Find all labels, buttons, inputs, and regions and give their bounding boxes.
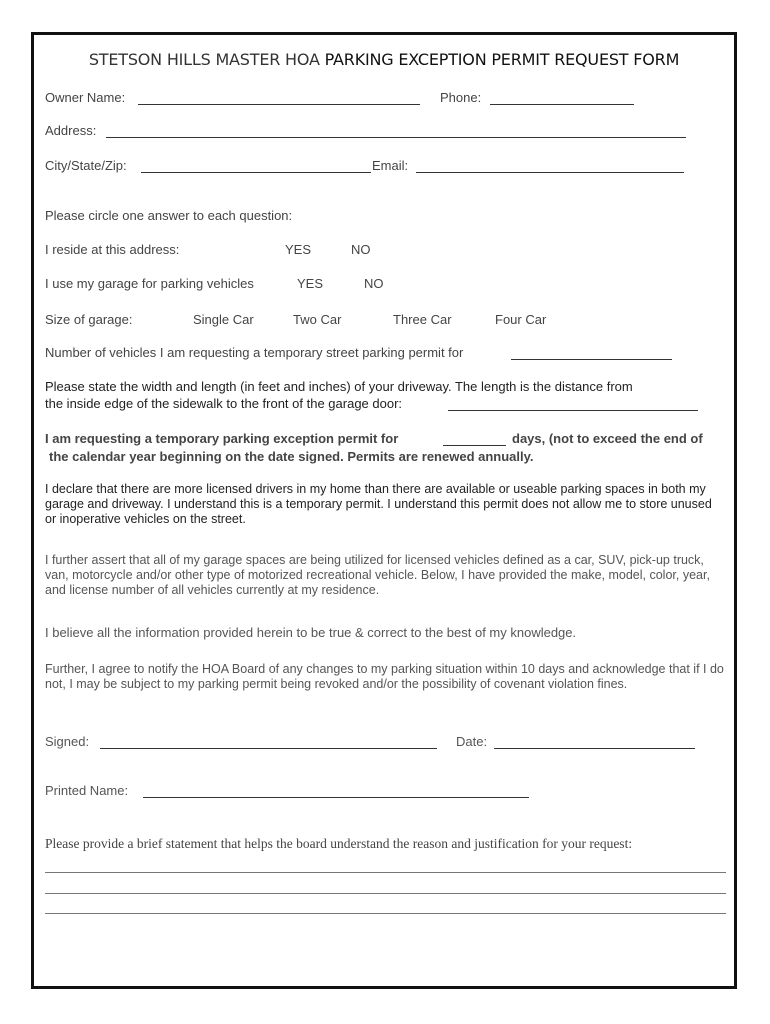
garage-use-question: I use my garage for parking vehicles [45,276,254,291]
statement-line-2[interactable] [45,893,726,894]
garage-option-single[interactable]: Single Car [193,312,254,327]
phone-field[interactable] [490,104,634,105]
garage-option-three[interactable]: Three Car [393,312,452,327]
city-state-zip-label: City/State/Zip: [45,158,127,173]
date-field[interactable] [494,748,695,749]
title-form-name: PARKING EXCEPTION PERMIT REQUEST FORM [324,50,680,69]
city-state-zip-field[interactable] [141,172,371,173]
statement-prompt: Please provide a brief statement that helps the board understand the reason and justification for your request: [45,836,633,851]
owner-name-label: Owner Name: [45,90,126,105]
request-text-line1a: I am requesting a temporary parking exception permit for [45,431,399,446]
statement-line-3[interactable] [45,913,726,914]
driveway-dimensions-field[interactable] [448,410,698,411]
title-hoa-name: STETSON HILLS MASTER HOA [88,50,320,69]
signature-field[interactable] [100,748,437,749]
reside-no-option[interactable]: NO [351,242,371,257]
email-label: Email: [372,158,409,173]
reside-question: I reside at this address: [45,242,180,257]
driveway-text-line2: the inside edge of the sidewalk to the front of the garage door: [45,396,403,411]
declaration-paragraph: I declare that there are more licensed drivers in my home than there are available or useable parking spaces in both my garage and driveway. I understand this is a temporary permit. I understand this permit does not allow me to store unused or inoperative vehicles on the street. [45,482,712,526]
vehicles-count-label: Number of vehicles I am requesting a temporary street parking permit for [45,345,464,360]
garage-option-four[interactable]: Four Car [495,312,547,327]
printed-name-field[interactable] [143,797,529,798]
printed-name-label: Printed Name: [45,783,129,798]
signed-label: Signed: [45,734,90,749]
belief-statement: I believe all the information provided herein to be true & correct to the best of my knowledge. [45,625,577,640]
date-label: Date: [456,734,488,749]
email-field[interactable] [416,172,684,173]
garage-size-question: Size of garage: [45,312,133,327]
agreement-paragraph: Further, I agree to notify the HOA Board of any changes to my parking situation within 10 days and acknowledge that if I do not, I may be subject to my parking permit being revoked and/or the possibility of covenant violation fines. [45,662,724,691]
phone-label: Phone: [440,90,482,105]
form-title [34,50,734,69]
request-text-line1b: days, (not to exceed the end of [512,431,703,446]
circle-instruction: Please circle one answer to each question: [45,208,293,223]
garage-use-yes-option[interactable]: YES [297,276,324,291]
request-text-line2: the calendar year beginning on the date signed. Permits are renewed annually. [49,449,534,464]
garage-option-two[interactable]: Two Car [293,312,342,327]
request-days-field[interactable] [443,445,506,446]
address-label: Address: [45,123,97,138]
reside-yes-option[interactable]: YES [285,242,312,257]
assertion-paragraph: I further assert that all of my garage spaces are being utilized for licensed vehicles defined as a car, SUV, pick-up truck, van, motorcycle and/or other type of motorized recreational vehicle. Below, I have provided the make, model, color, year, and license number of all vehicles currently at my residence. [45,553,710,597]
garage-use-no-option[interactable]: NO [364,276,384,291]
owner-name-field[interactable] [138,104,420,105]
address-field[interactable] [106,137,686,138]
statement-line-1[interactable] [45,872,726,873]
vehicles-count-field[interactable] [511,359,672,360]
driveway-text-line1: Please state the width and length (in feet and inches) of your driveway. The length is the distance from [45,379,633,394]
